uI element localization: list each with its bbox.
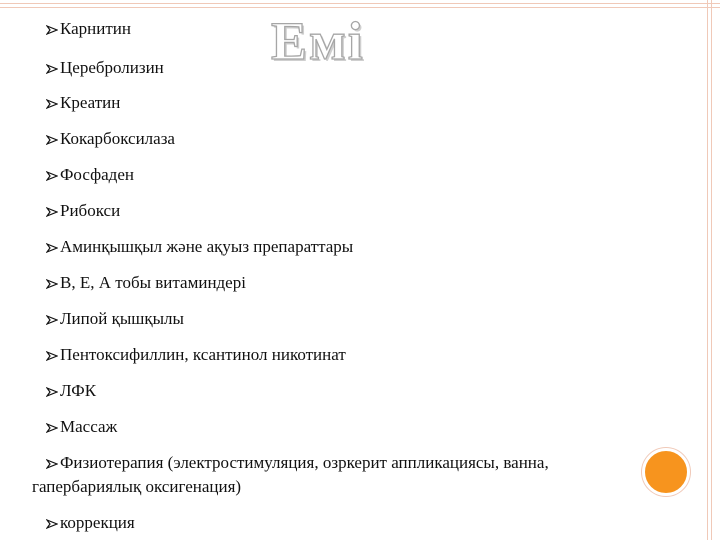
list-item [46,513,135,533]
list-item-label: Аминқышқыл және ақуыз препараттары [60,237,354,256]
arrow-bullet-icon [46,134,58,146]
frame-line-right-outer [711,0,712,540]
list-item [46,93,120,113]
frame-line-top-inner [0,7,720,8]
list-item [46,58,164,78]
list-item-label-line1: Физиотерапия (электростимуляция, озркерит аппликациясы, ванна, [60,453,549,472]
arrow-bullet-icon [46,386,58,398]
list-item-label: Креатин [60,93,121,112]
orange-circle-decoration [642,448,690,496]
list-item [46,309,184,329]
slide-title: Емі [271,11,365,71]
list-item-physiotherapy [46,453,680,473]
frame-line-top [0,3,720,4]
arrow-bullet-icon [46,350,58,362]
list-item-label: Массаж [60,417,118,436]
list-item-physiotherapy-continuation [32,477,241,497]
list-item-label: Рибокси [60,201,121,220]
arrow-bullet-icon [46,170,58,182]
list-item [46,165,134,185]
list-item-label: ЛФК [60,381,97,400]
list-item-label: Церебролизин [60,58,164,77]
list-item [46,19,131,39]
list-item-label: Карнитин [60,19,131,38]
arrow-bullet-icon [46,278,58,290]
arrow-bullet-icon [46,206,58,218]
list-item [46,237,353,257]
list-item-label: В, Е, А тобы витаминдері [60,273,246,292]
arrow-bullet-icon [46,98,58,110]
list-item-label: Кокарбоксилаза [60,129,175,148]
list-item-label: Липой қышқылы [60,309,184,328]
arrow-bullet-icon [46,63,58,75]
list-item [46,273,246,293]
list-item-label-line2: гапербариялық оксигенация) [32,477,242,496]
arrow-bullet-icon [46,458,58,470]
arrow-bullet-icon [46,422,58,434]
arrow-bullet-icon [46,24,58,36]
list-item-label: Пентоксифиллин, ксантинол никотинат [60,345,346,364]
list-item [46,417,117,437]
list-item [46,381,96,401]
list-item [46,345,346,365]
arrow-bullet-icon [46,314,58,326]
list-item-label: коррекция [60,513,135,532]
arrow-bullet-icon [46,242,58,254]
list-item [46,129,175,149]
arrow-bullet-icon [46,518,58,530]
list-item [46,201,120,221]
list-item-label: Фосфаден [60,165,134,184]
frame-line-right [707,0,708,540]
